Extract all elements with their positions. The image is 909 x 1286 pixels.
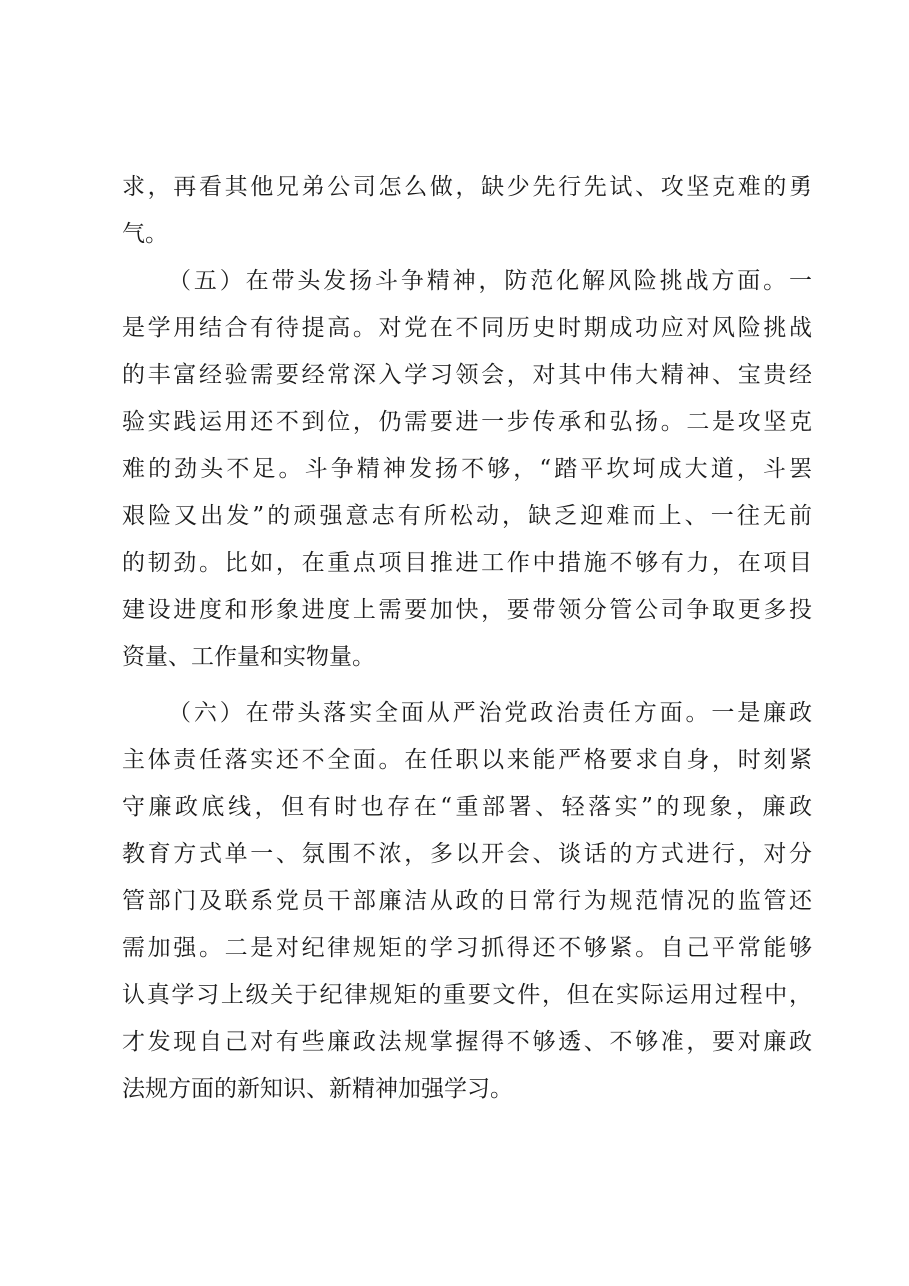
paragraph-line: 的丰富经验需要经常深入学习领会，对其中伟大精神、宝贵经	[122, 362, 812, 388]
paragraph-line: 建设进度和形象进度上需要加快，要带领分管公司争取更多投	[122, 597, 812, 623]
paragraph-line: 需加强。二是对纪律规矩的学习抓得还不够紧。自己平常能够	[122, 935, 812, 961]
paragraph-line: 是学用结合有待提高。对党在不同历史时期成功应对风险挑战	[122, 315, 812, 341]
paragraph-line: 法规方面的新知识、新精神加强学习。	[122, 1076, 513, 1102]
paragraph-line: 资量、工作量和实物量。	[122, 644, 375, 670]
paragraph-line: 教育方式单一、氛围不浓，多以开会、谈话的方式进行，对分	[122, 841, 812, 867]
paragraph-line: 验实践运用还不到位，仍需要进一步传承和弘扬。二是攻坚克	[122, 409, 812, 435]
paragraph-line: 的韧劲。比如，在重点项目推进工作中措施不够有力，在项目	[122, 550, 812, 576]
paragraph-line: （六）在带头落实全面从严治党政治责任方面。一是廉政	[168, 700, 812, 726]
paragraph-line: 求，再看其他兄弟公司怎么做，缺少先行先试、攻坚克难的勇	[122, 174, 812, 200]
paragraph-line: 认真学习上级关于纪律规矩的重要文件，但在实际运用过程中，	[122, 982, 812, 1008]
paragraph-line: 管部门及联系党员干部廉洁从政的日常行为规范情况的监管还	[122, 888, 812, 914]
paragraph-line: 守廉政底线，但有时也存在“重部署、轻落实”的现象，廉政	[122, 794, 812, 820]
paragraph-line: （五）在带头发扬斗争精神，防范化解风险挑战方面。一	[168, 268, 812, 294]
paragraph-line: 主体责任落实还不全面。在任职以来能严格要求自身，时刻紧	[122, 747, 812, 773]
paragraph-line: 才发现自己对有些廉政法规掌握得不够透、不够准，要对廉政	[122, 1029, 812, 1055]
paragraph-line: 难的劲头不足。斗争精神发扬不够，“踏平坎坷成大道，斗罢	[122, 456, 812, 482]
paragraph-line: 艰险又出发”的顽强意志有所松动，缺乏迎难而上、一往无前	[122, 503, 812, 529]
paragraph-line: 气。	[122, 221, 168, 247]
